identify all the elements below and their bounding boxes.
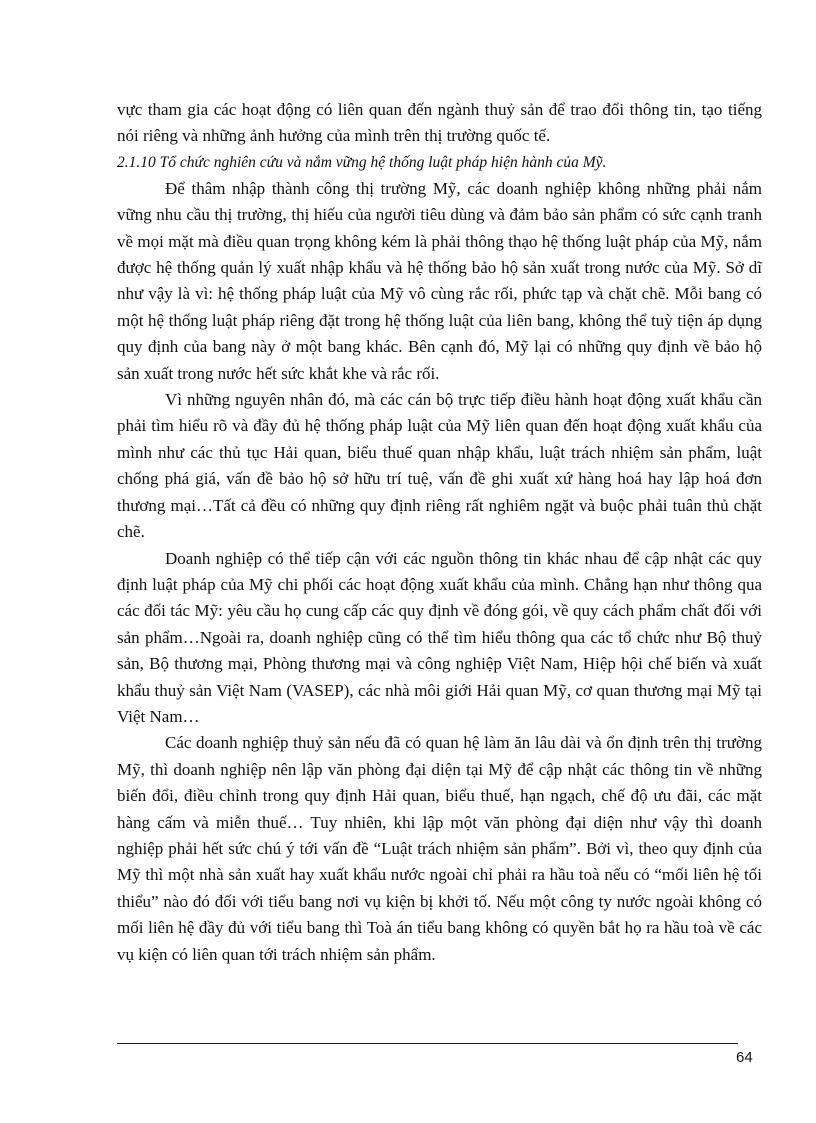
document-body <box>117 97 762 968</box>
paragraph: Doanh nghiệp có thể tiếp cận với các nguồn thông tin khác nhau để cập nhật các quy định luật pháp của Mỹ chi phối các hoạt động xuất khẩu của mình. Chẳng hạn như thông qua các đối tác Mỹ: yêu cầu họ cung cấp các quy định về đóng gói, về quy cách phẩm chất đối với sản phẩm…Ngoài ra, doanh nghiệp cũng có thể tìm hiểu thông qua các tổ chức như Bộ thuỷ sản, Bộ thương mại, Phòng thương mại và công nghiệp Việt Nam, Hiệp hội chế biến và xuất khẩu thuỷ sản Việt Nam (VASEP), các nhà môi giới Hải quan Mỹ, cơ quan thương mại Mỹ tại Việt Nam… <box>117 548 762 726</box>
paragraph: Để thâm nhập thành công thị trường Mỹ, các doanh nghiệp không những phải nắm vững nhu cầu thị trường, thị hiếu của người tiêu dùng và đảm bảo sản phẩm có sức cạnh tranh về mọi mặt mà điều quan trọng không kém là phải thông thạo hệ thống luật pháp của Mỹ, nắm được hệ thống quản lý xuất nhập khẩu và hệ thống bảo hộ sản xuất trong nước của Mỹ. Sở dĩ như vậy là vì: hệ thống pháp luật của Mỹ vô cùng rắc rối, phức tạp và chặt chẽ. Mỗi bang có một hệ thống luật pháp riêng đặt trong hệ thống luật của liên bang, không thể tuỳ tiện áp dụng quy định của bang này ở một bang khác. Bên cạnh đó, Mỹ lại có những quy định về bảo hộ sản xuất trong nước hết sức khắt khe và rắc rối. <box>117 178 762 383</box>
paragraph-continuation: vực tham gia các hoạt động có liên quan đến ngành thuỷ sản để trao đổi thông tin, tạo tiếng nói riêng và những ảnh hưởng của mình trên thị trường quốc tế. <box>117 100 762 146</box>
paragraph: Các doanh nghiệp thuỷ sản nếu đã có quan hệ làm ăn lâu dài và ổn định trên thị trường Mỹ, thì doanh nghiệp nên lập văn phòng đại diện tại Mỹ để cập nhật các thông tin về những biến đổi, điều chỉnh trong quy định Hải quan, biểu thuế, hạn ngạch, chế độ ưu đãi, các mặt hàng cấm và miễn thuế… Tuy nhiên, khi lập một văn phòng đại diện như vậy thì doanh nghiệp phải hết sức chú ý tới vấn đề “Luật trách nhiệm sản phẩm”. Bởi vì, theo quy định của Mỹ thì một nhà sản xuất hay xuất khẩu nước ngoài chỉ phải ra hầu toà nếu có “mối liên hệ tối thiểu” nào đó đối với tiểu bang nơi vụ kiện bị khởi tố. Nếu một công ty nước ngoài không có mối liên hệ đầy đủ với tiểu bang thì Toà án tiểu bang không có quyền bắt họ ra hầu toà về các vụ kiện có liên quan tới trách nhiệm sản phẩm. <box>117 733 762 964</box>
footer-divider <box>117 1043 738 1044</box>
page-number: 64 <box>736 1049 753 1066</box>
section-heading: 2.1.10 Tổ chức nghiên cứu và nắm vững hệ thống luật pháp hiện hành của Mỹ. <box>117 153 607 171</box>
paragraph: Vì những nguyên nhân đó, mà các cán bộ trực tiếp điều hành hoạt động xuất khẩu cần phải tìm hiểu rõ và đầy đủ hệ thống pháp luật của Mỹ liên quan đến hoạt động xuất khẩu của mình như các thủ tục Hải quan, biểu thuế quan nhập khẩu, luật trách nhiệm sản phẩm, luật chống phá giá, vấn đề bảo hộ sở hữu trí tuệ, vấn đề ghi xuất xứ hàng hoá hay lập hoá đơn thương mại…Tất cả đều có những quy định riêng rất nghiêm ngặt và buộc phải tuân thủ chặt chẽ. <box>117 390 762 542</box>
